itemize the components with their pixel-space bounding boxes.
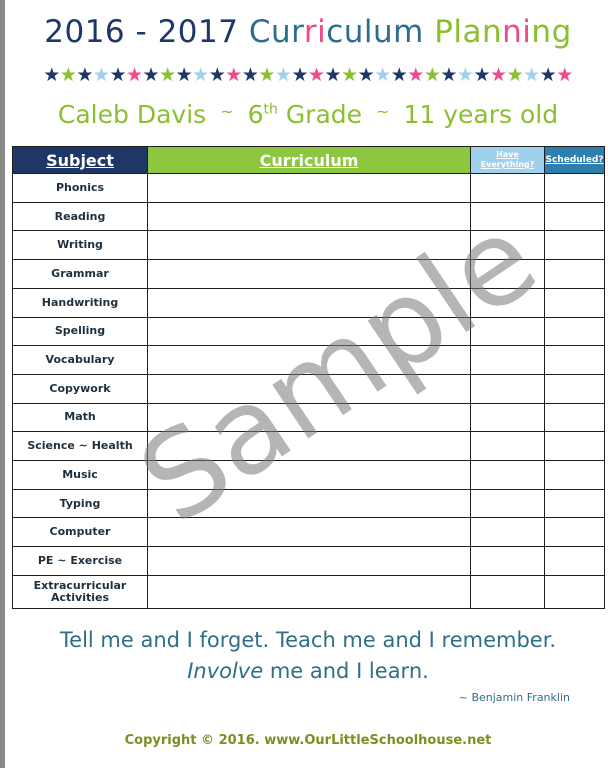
column-header-have-everything: Have Everything? bbox=[471, 147, 545, 174]
title-segment: culum bbox=[326, 14, 424, 50]
table-row bbox=[13, 432, 605, 461]
have-everything-cell bbox=[471, 346, 545, 375]
star-icon: ★ bbox=[241, 64, 259, 86]
star-icon: ★ bbox=[192, 64, 209, 86]
scheduled-cell bbox=[545, 260, 605, 289]
star-icon: ★ bbox=[109, 64, 126, 86]
have-everything-cell bbox=[471, 489, 545, 518]
column-header-scheduled: Scheduled? bbox=[545, 147, 605, 174]
star-icon: ★ bbox=[76, 64, 93, 86]
copyright-footer: Copyright © 2016. www.OurLittleSchoolhouse.net bbox=[124, 733, 492, 748]
curriculum-cell bbox=[148, 202, 471, 231]
subject-cell: Math bbox=[13, 403, 148, 432]
title-segment: ng bbox=[531, 14, 572, 50]
star-icon: ★ bbox=[258, 64, 275, 86]
subject-cell: Vocabulary bbox=[13, 346, 148, 375]
curriculum-cell bbox=[148, 547, 471, 576]
table-row bbox=[13, 461, 605, 490]
curriculum-cell bbox=[148, 288, 471, 317]
subject-cell: Extracurricular Activities bbox=[13, 575, 148, 608]
page-edge-bar bbox=[0, 0, 5, 768]
have-everything-cell bbox=[471, 174, 545, 203]
subject-cell: Spelling bbox=[13, 317, 148, 346]
table-row bbox=[13, 489, 605, 518]
have-everything-cell bbox=[471, 575, 545, 608]
table-row bbox=[13, 202, 605, 231]
curriculum-cell bbox=[148, 461, 471, 490]
table-row bbox=[13, 575, 605, 608]
curriculum-table bbox=[12, 146, 605, 609]
curriculum-cell bbox=[148, 260, 471, 289]
subject-cell: Handwriting bbox=[13, 288, 148, 317]
star-icon: ★ bbox=[556, 64, 573, 86]
star-icon: ★ bbox=[125, 64, 143, 86]
have-everything-cell bbox=[471, 547, 545, 576]
subject-cell: Science ~ Health bbox=[13, 432, 148, 461]
star-icon: ★ bbox=[159, 64, 176, 86]
curriculum-cell bbox=[148, 346, 471, 375]
title-segment: 2017 bbox=[157, 14, 239, 50]
star-icon: ★ bbox=[440, 64, 457, 86]
subject-cell: Phonics bbox=[13, 174, 148, 203]
quote bbox=[8, 625, 608, 687]
title-segment: Plan bbox=[423, 14, 503, 50]
subject-cell: Writing bbox=[13, 231, 148, 260]
subject-cell: Typing bbox=[13, 489, 148, 518]
have-everything-cell bbox=[471, 518, 545, 547]
star-icon: ★ bbox=[208, 64, 226, 86]
have-everything-cell bbox=[471, 432, 545, 461]
scheduled-cell bbox=[545, 174, 605, 203]
have-everything-cell bbox=[471, 288, 545, 317]
scheduled-cell bbox=[545, 489, 605, 518]
star-icon: ★ bbox=[92, 64, 110, 86]
title-segment: - bbox=[125, 14, 158, 50]
star-icon: ★ bbox=[407, 64, 424, 86]
curriculum-cell bbox=[148, 432, 471, 461]
grade-number: 6 bbox=[247, 100, 264, 129]
separator: ~ bbox=[220, 102, 234, 121]
curriculum-cell bbox=[148, 231, 471, 260]
have-everything-cell bbox=[471, 260, 545, 289]
table-row bbox=[13, 317, 605, 346]
star-icon: ★ bbox=[274, 64, 292, 86]
subject-cell: PE ~ Exercise bbox=[13, 547, 148, 576]
star-icon: ★ bbox=[175, 64, 193, 86]
table-row bbox=[13, 346, 605, 375]
star-icon: ★ bbox=[59, 64, 77, 86]
grade-suffix: th bbox=[263, 101, 278, 118]
table-row bbox=[13, 374, 605, 403]
quote-line-2-rest: me and I learn. bbox=[263, 659, 429, 683]
star-icon: ★ bbox=[523, 64, 540, 86]
curriculum-cell bbox=[148, 174, 471, 203]
scheduled-cell bbox=[545, 288, 605, 317]
quote-line-1: Tell me and I forget. Teach me and I remember. bbox=[59, 628, 557, 652]
star-icon: ★ bbox=[341, 64, 358, 86]
table-row bbox=[13, 518, 605, 547]
title-segment: 2016 bbox=[44, 14, 126, 50]
table-row bbox=[13, 174, 605, 203]
star-icon: ★ bbox=[423, 64, 441, 86]
title-segment: Cur bbox=[238, 14, 304, 50]
column-header-curriculum: Curriculum bbox=[148, 147, 471, 174]
student-age: 11 years old bbox=[403, 100, 559, 129]
scheduled-cell bbox=[545, 317, 605, 346]
student-name: Caleb Davis bbox=[57, 100, 207, 129]
subject-cell: Grammar bbox=[13, 260, 148, 289]
curriculum-cell bbox=[148, 403, 471, 432]
scheduled-cell bbox=[545, 461, 605, 490]
table-row bbox=[13, 403, 605, 432]
curriculum-cell bbox=[148, 374, 471, 403]
curriculum-cell bbox=[148, 518, 471, 547]
grade-word: Grade bbox=[285, 100, 363, 129]
have-everything-cell bbox=[471, 374, 545, 403]
star-icon: ★ bbox=[324, 64, 342, 86]
scheduled-cell bbox=[545, 374, 605, 403]
star-icon: ★ bbox=[225, 64, 242, 86]
subject-cell: Music bbox=[13, 461, 148, 490]
star-icon: ★ bbox=[390, 64, 408, 86]
table-row bbox=[13, 288, 605, 317]
scheduled-cell bbox=[545, 518, 605, 547]
subject-cell: Reading bbox=[13, 202, 148, 231]
star-divider bbox=[8, 63, 608, 87]
subject-cell: Computer bbox=[13, 518, 148, 547]
scheduled-cell bbox=[545, 547, 605, 576]
star-icon: ★ bbox=[490, 64, 507, 86]
column-header-subject: Subject bbox=[13, 147, 148, 174]
separator: ~ bbox=[376, 102, 390, 121]
scheduled-cell bbox=[545, 403, 605, 432]
have-everything-cell bbox=[471, 461, 545, 490]
star-icon: ★ bbox=[473, 64, 491, 86]
star-icon: ★ bbox=[539, 64, 557, 86]
have-everything-cell bbox=[471, 202, 545, 231]
quote-line-2 bbox=[8, 656, 608, 687]
star-icon: ★ bbox=[357, 64, 375, 86]
curriculum-cell bbox=[148, 489, 471, 518]
quote-emphasis: Involve bbox=[187, 659, 264, 683]
star-icon: ★ bbox=[142, 64, 160, 86]
star-icon: ★ bbox=[506, 64, 524, 86]
have-everything-cell bbox=[471, 231, 545, 260]
quote-author: ~ Benjamin Franklin bbox=[458, 691, 570, 704]
student-info bbox=[8, 100, 608, 129]
curriculum-cell bbox=[148, 575, 471, 608]
star-icon: ★ bbox=[43, 64, 60, 86]
star-icon: ★ bbox=[308, 64, 325, 86]
table-row bbox=[13, 547, 605, 576]
have-everything-cell bbox=[471, 403, 545, 432]
star-icon: ★ bbox=[374, 64, 391, 86]
have-everything-cell bbox=[471, 317, 545, 346]
scheduled-cell bbox=[545, 575, 605, 608]
scheduled-cell bbox=[545, 202, 605, 231]
star-icon: ★ bbox=[456, 64, 474, 86]
scheduled-cell bbox=[545, 346, 605, 375]
scheduled-cell bbox=[545, 231, 605, 260]
table-row bbox=[13, 231, 605, 260]
title-segment: ri bbox=[303, 14, 327, 50]
sample-watermark: Sample bbox=[116, 188, 560, 550]
curriculum-cell bbox=[148, 317, 471, 346]
table-row bbox=[13, 260, 605, 289]
star-icon: ★ bbox=[291, 64, 308, 86]
page-title bbox=[8, 14, 608, 50]
subject-cell: Copywork bbox=[13, 374, 148, 403]
title-segment: ni bbox=[502, 14, 532, 50]
curriculum-planning-page bbox=[8, 0, 608, 768]
scheduled-cell bbox=[545, 432, 605, 461]
